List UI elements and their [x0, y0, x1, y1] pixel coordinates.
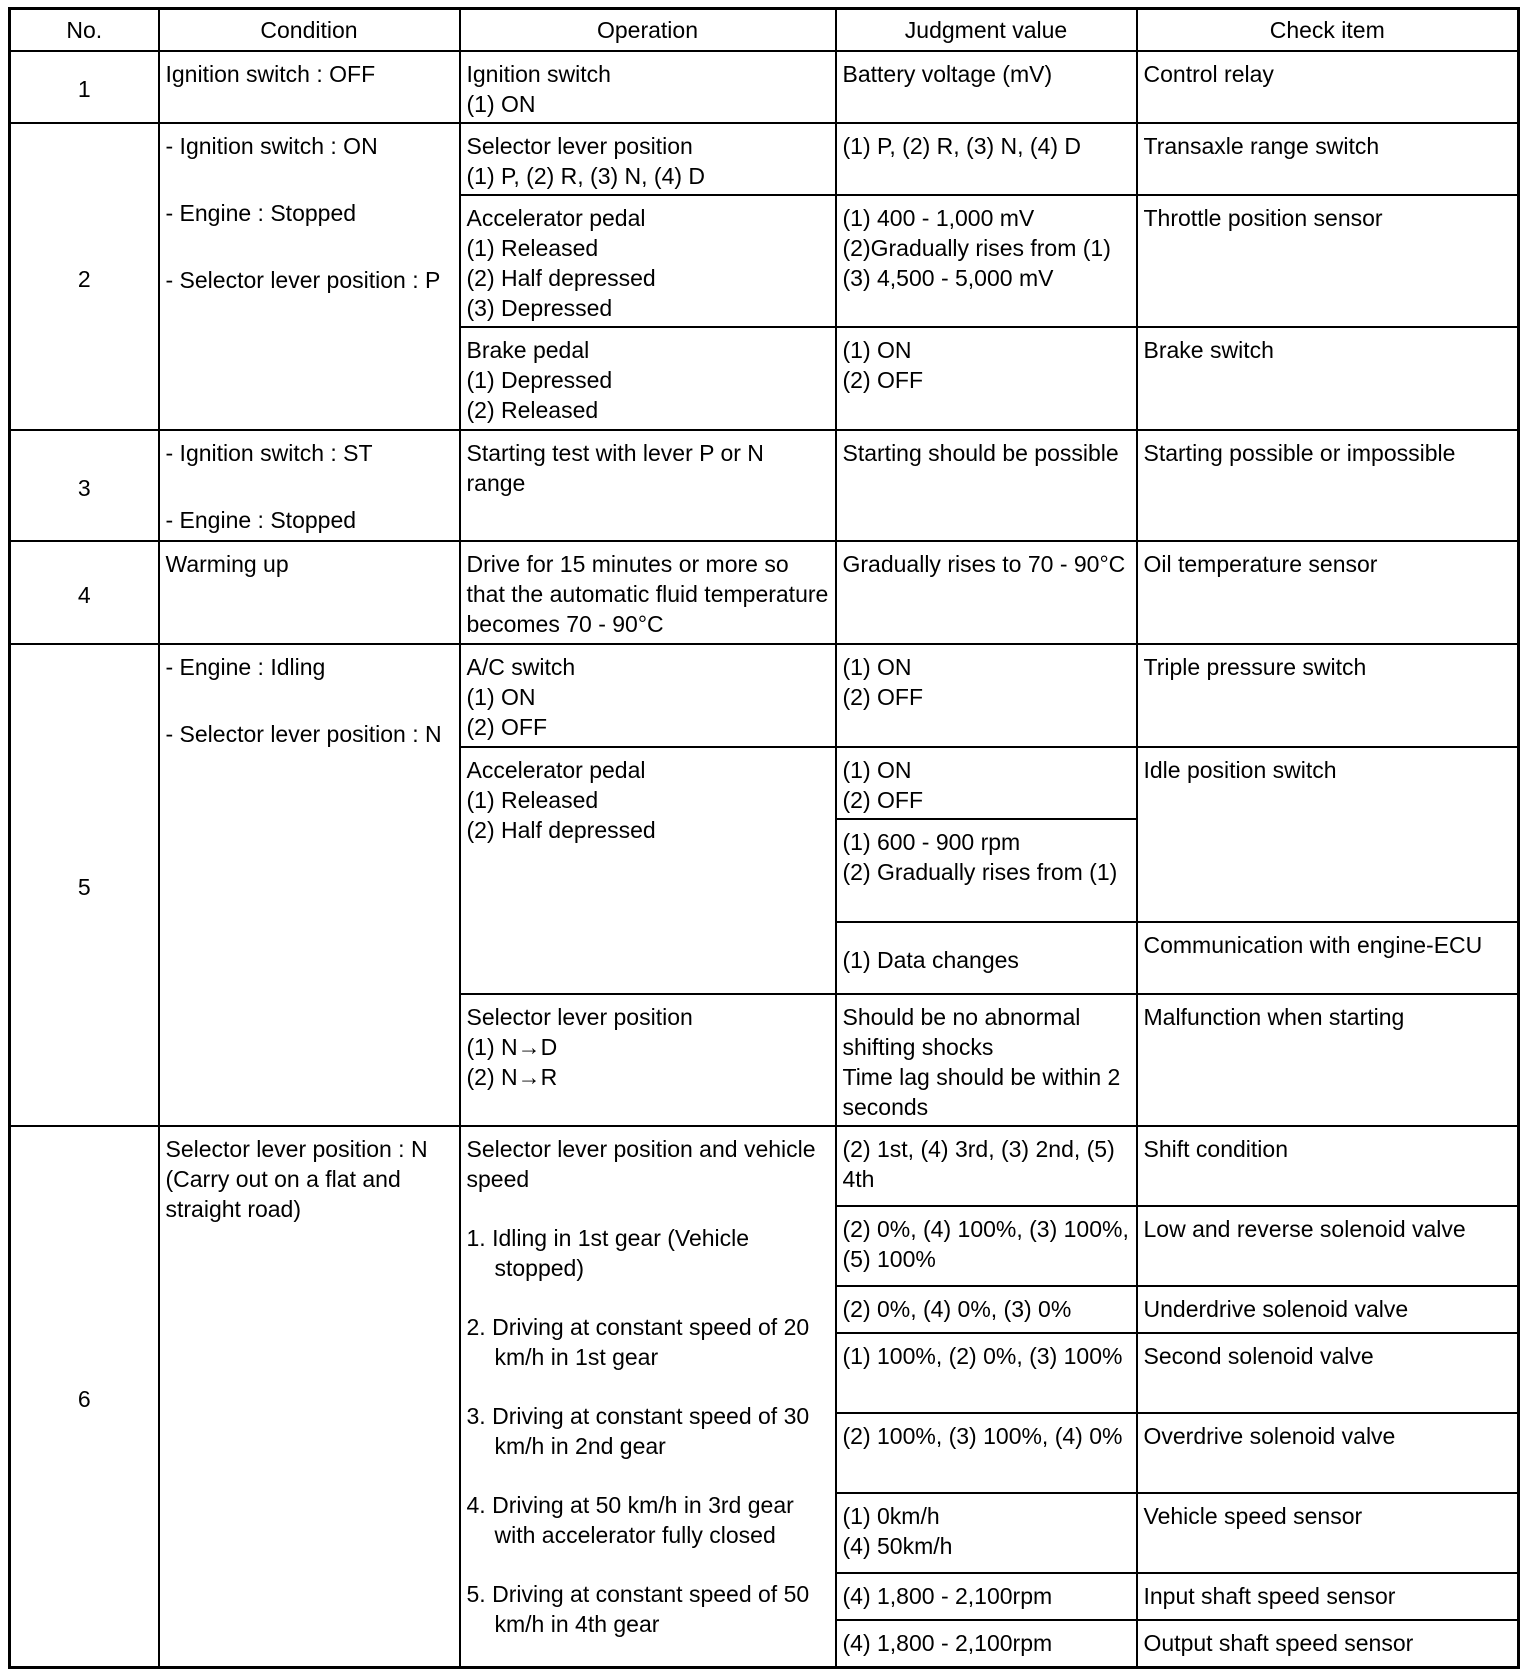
operation-line: (2) Half depressed: [466, 816, 656, 843]
operation-line: Selector lever position: [466, 132, 693, 159]
judgment-text: (4) 1,800 - 2,100rpm: [842, 1583, 1053, 1610]
check-item-text: Oil temperature sensor: [1143, 550, 1378, 577]
operation-line: (1) Released: [466, 234, 599, 261]
condition-text: Ignition switch : OFF: [165, 60, 376, 87]
operation-text: Starting test with lever P or N range: [466, 439, 764, 496]
check-item-cell: [1137, 1620, 1519, 1667]
judgment-line: (1) 0km/h: [842, 1503, 940, 1530]
check-item-text: Vehicle speed sensor: [1143, 1503, 1363, 1530]
judgment-text: (2) 0%, (4) 100%, (3) 100%, (5) 100%: [842, 1216, 1129, 1273]
condition-bullet: - Engine : Idling: [165, 653, 326, 680]
row-number: 6: [10, 1126, 159, 1667]
step-text: Driving at constant speed of 30 km/h in 2nd gear: [492, 1403, 810, 1460]
operation-line: (1) Released: [466, 786, 599, 813]
condition-cell: [159, 430, 460, 541]
check-item-cell: [1137, 922, 1519, 994]
table-row: [10, 51, 1519, 123]
operation-title: Selector lever position and vehicle speed: [466, 1136, 816, 1193]
judgment-cell: [836, 1620, 1137, 1667]
judgment-text: (1) Data changes: [842, 947, 1019, 974]
table-row: [10, 1126, 1519, 1206]
judgment-text: (1) 100%, (2) 0%, (3) 100%: [842, 1343, 1123, 1370]
judgment-line: (2) Gradually rises from (1): [842, 858, 1118, 885]
operation-line: (1) Depressed: [466, 366, 613, 393]
check-item-cell: [1137, 1493, 1519, 1573]
row-number: 2: [10, 123, 159, 430]
step-text: Driving at constant speed of 50 km/h in 4th gear: [492, 1581, 810, 1638]
judgment-text: (4) 1,800 - 2,100rpm: [842, 1630, 1053, 1657]
operation-line: (2) Released: [466, 396, 599, 423]
judgment-text: (1) P, (2) R, (3) N, (4) D: [842, 132, 1082, 159]
judgment-text: Battery voltage (mV): [842, 60, 1053, 87]
judgment-cell: [836, 1413, 1137, 1493]
operation-cell: [460, 430, 836, 541]
header-condition: Condition: [159, 9, 460, 51]
inspection-table-container: [8, 7, 1517, 1669]
operation-cell: [460, 51, 836, 123]
check-item-text: Second solenoid valve: [1143, 1343, 1374, 1370]
condition-bullet: - Ignition switch : ST: [165, 439, 373, 466]
operation-cell: [460, 327, 836, 430]
condition-bullet: - Engine : Stopped: [165, 506, 357, 533]
judgment-text: (2) 100%, (3) 100%, (4) 0%: [842, 1423, 1123, 1450]
check-item-cell: [1137, 747, 1519, 922]
header-row: [10, 9, 1519, 51]
operation-line: (1) ON: [466, 90, 536, 117]
check-item-text: Starting possible or impossible: [1143, 439, 1456, 466]
check-item-text: Idle position switch: [1143, 756, 1337, 783]
check-item-cell: [1137, 1286, 1519, 1333]
judgment-line: (2)Gradually rises from (1): [842, 234, 1111, 261]
table-row: [10, 430, 1519, 541]
step-number: 2.: [466, 1314, 486, 1341]
judgment-line: (1) 400 - 1,000 mV: [842, 204, 1035, 231]
operation-line: Brake pedal: [466, 336, 590, 363]
operation-text: Drive for 15 minutes or more so that the automatic fluid temperature becomes 70 - 90°C: [466, 550, 829, 637]
judgment-text: (2) 1st, (4) 3rd, (3) 2nd, (5) 4th: [842, 1136, 1115, 1193]
operation-cell: [460, 747, 836, 994]
judgment-cell: [836, 994, 1137, 1126]
check-item-cell: [1137, 1573, 1519, 1620]
header-operation: Operation: [460, 9, 836, 51]
operation-line: (1) N→D: [466, 1033, 558, 1060]
judgment-text: (2) 0%, (4) 0%, (3) 0%: [842, 1296, 1072, 1323]
judgment-text: Gradually rises to 70 - 90°C: [842, 550, 1126, 577]
check-item-cell: [1137, 994, 1519, 1126]
check-item-text: Communication with engine-ECU: [1143, 931, 1483, 958]
operation-cell: [460, 1126, 836, 1667]
operation-cell: [460, 644, 836, 747]
step-text: Idling in 1st gear (Vehicle stopped): [492, 1225, 750, 1282]
inspection-table: [8, 7, 1520, 1669]
judgment-cell: [836, 1333, 1137, 1413]
judgment-line: (1) ON: [842, 336, 912, 363]
judgment-line: (1) ON: [842, 653, 912, 680]
table-row: [10, 644, 1519, 747]
operation-step: [467, 1312, 829, 1372]
condition-bullet: - Selector lever position : N: [165, 720, 442, 747]
judgment-line: (1) ON: [842, 756, 912, 783]
check-item-cell: [1137, 1413, 1519, 1493]
table-row: [10, 541, 1519, 644]
judgment-line: Should be no abnormal shifting shocks: [842, 1003, 1081, 1060]
judgment-cell: [836, 644, 1137, 747]
check-item-text: Shift condition: [1143, 1136, 1288, 1163]
check-item-text: Throttle position sensor: [1143, 204, 1383, 231]
check-item-text: Transaxle range switch: [1143, 132, 1380, 159]
operation-step: [467, 1223, 829, 1283]
operation-step: [467, 1401, 829, 1461]
operation-line: (1) P, (2) R, (3) N, (4) D: [466, 162, 706, 189]
judgment-cell: [836, 541, 1137, 644]
operation-cell: [460, 123, 836, 195]
row-number: 1: [10, 51, 159, 123]
check-item-cell: [1137, 644, 1519, 747]
check-item-cell: [1137, 541, 1519, 644]
operation-cell: [460, 195, 836, 327]
header-check-item: Check item: [1137, 9, 1519, 51]
judgment-line: (3) 4,500 - 5,000 mV: [842, 264, 1054, 291]
judgment-cell: [836, 747, 1137, 819]
operation-line: Selector lever position: [466, 1003, 693, 1030]
judgment-cell: [836, 1573, 1137, 1620]
operation-line: A/C switch: [466, 653, 576, 680]
operation-cell: [460, 541, 836, 644]
check-item-cell: [1137, 430, 1519, 541]
operation-line: (1) ON: [466, 683, 536, 710]
check-item-text: Triple pressure switch: [1143, 653, 1367, 680]
operation-line: (2) Half depressed: [466, 264, 656, 291]
table-row: [10, 123, 1519, 195]
check-item-cell: [1137, 195, 1519, 327]
judgment-line: (4) 50km/h: [842, 1533, 953, 1560]
judgment-cell: [836, 819, 1137, 922]
operation-line: Accelerator pedal: [466, 204, 646, 231]
row-number: 5: [10, 644, 159, 1126]
judgment-cell: [836, 1126, 1137, 1206]
condition-cell: [159, 123, 460, 430]
judgment-cell: [836, 51, 1137, 123]
operation-step: [467, 1490, 829, 1550]
check-item-cell: [1137, 327, 1519, 430]
check-item-cell: [1137, 123, 1519, 195]
step-number: 5.: [466, 1581, 486, 1608]
condition-bullet: - Engine : Stopped: [165, 199, 357, 226]
check-item-text: Brake switch: [1143, 336, 1274, 363]
check-item-cell: [1137, 1206, 1519, 1286]
header-no: No.: [10, 9, 159, 51]
operation-line: (3) Depressed: [466, 294, 613, 321]
condition-text: Selector lever position : N (Carry out on a flat and straight road): [165, 1136, 428, 1223]
judgment-line: (1) 600 - 900 rpm: [842, 828, 1021, 855]
condition-cell: [159, 644, 460, 1126]
operation-line: Ignition switch: [466, 60, 611, 87]
condition-cell: [159, 51, 460, 123]
step-number: 1.: [466, 1225, 486, 1252]
condition-cell: [159, 541, 460, 644]
check-item-text: Control relay: [1143, 60, 1274, 87]
condition-bullet: - Ignition switch : ON: [165, 132, 378, 159]
check-item-cell: [1137, 51, 1519, 123]
header-judgment-value: Judgment value: [836, 9, 1137, 51]
judgment-cell: [836, 922, 1137, 994]
check-item-text: Input shaft speed sensor: [1143, 1583, 1396, 1610]
check-item-text: Low and reverse solenoid valve: [1143, 1216, 1466, 1243]
judgment-cell: [836, 1286, 1137, 1333]
operation-step: [467, 1579, 829, 1639]
condition-bullet: - Selector lever position : P: [165, 266, 441, 293]
condition-cell: [159, 1126, 460, 1667]
judgment-cell: [836, 430, 1137, 541]
judgment-cell: [836, 123, 1137, 195]
check-item-text: Malfunction when starting: [1143, 1003, 1405, 1030]
condition-text: Warming up: [165, 550, 289, 577]
judgment-cell: [836, 327, 1137, 430]
row-number: 3: [10, 430, 159, 541]
judgment-line: (2) OFF: [842, 683, 923, 710]
judgment-line: (2) OFF: [842, 786, 923, 813]
check-item-text: Overdrive solenoid valve: [1143, 1423, 1396, 1450]
step-number: 4.: [466, 1492, 486, 1519]
operation-line: (2) OFF: [466, 713, 547, 740]
check-item-text: Underdrive solenoid valve: [1143, 1296, 1409, 1323]
judgment-cell: [836, 1493, 1137, 1573]
step-number: 3.: [466, 1403, 486, 1430]
judgment-line: (2) OFF: [842, 366, 923, 393]
step-text: Driving at constant speed of 20 km/h in 1st gear: [492, 1314, 810, 1371]
judgment-cell: [836, 195, 1137, 327]
step-text: Driving at 50 km/h in 3rd gear with accelerator fully closed: [492, 1492, 794, 1549]
row-number: 4: [10, 541, 159, 644]
operation-line: (2) N→R: [466, 1063, 558, 1090]
check-item-cell: [1137, 1333, 1519, 1413]
check-item-text: Output shaft speed sensor: [1143, 1630, 1414, 1657]
check-item-cell: [1137, 1126, 1519, 1206]
operation-cell: [460, 994, 836, 1126]
judgment-text: Starting should be possible: [842, 439, 1119, 466]
operation-line: Accelerator pedal: [466, 756, 646, 783]
judgment-line: Time lag should be within 2 seconds: [842, 1063, 1121, 1120]
judgment-cell: [836, 1206, 1137, 1286]
